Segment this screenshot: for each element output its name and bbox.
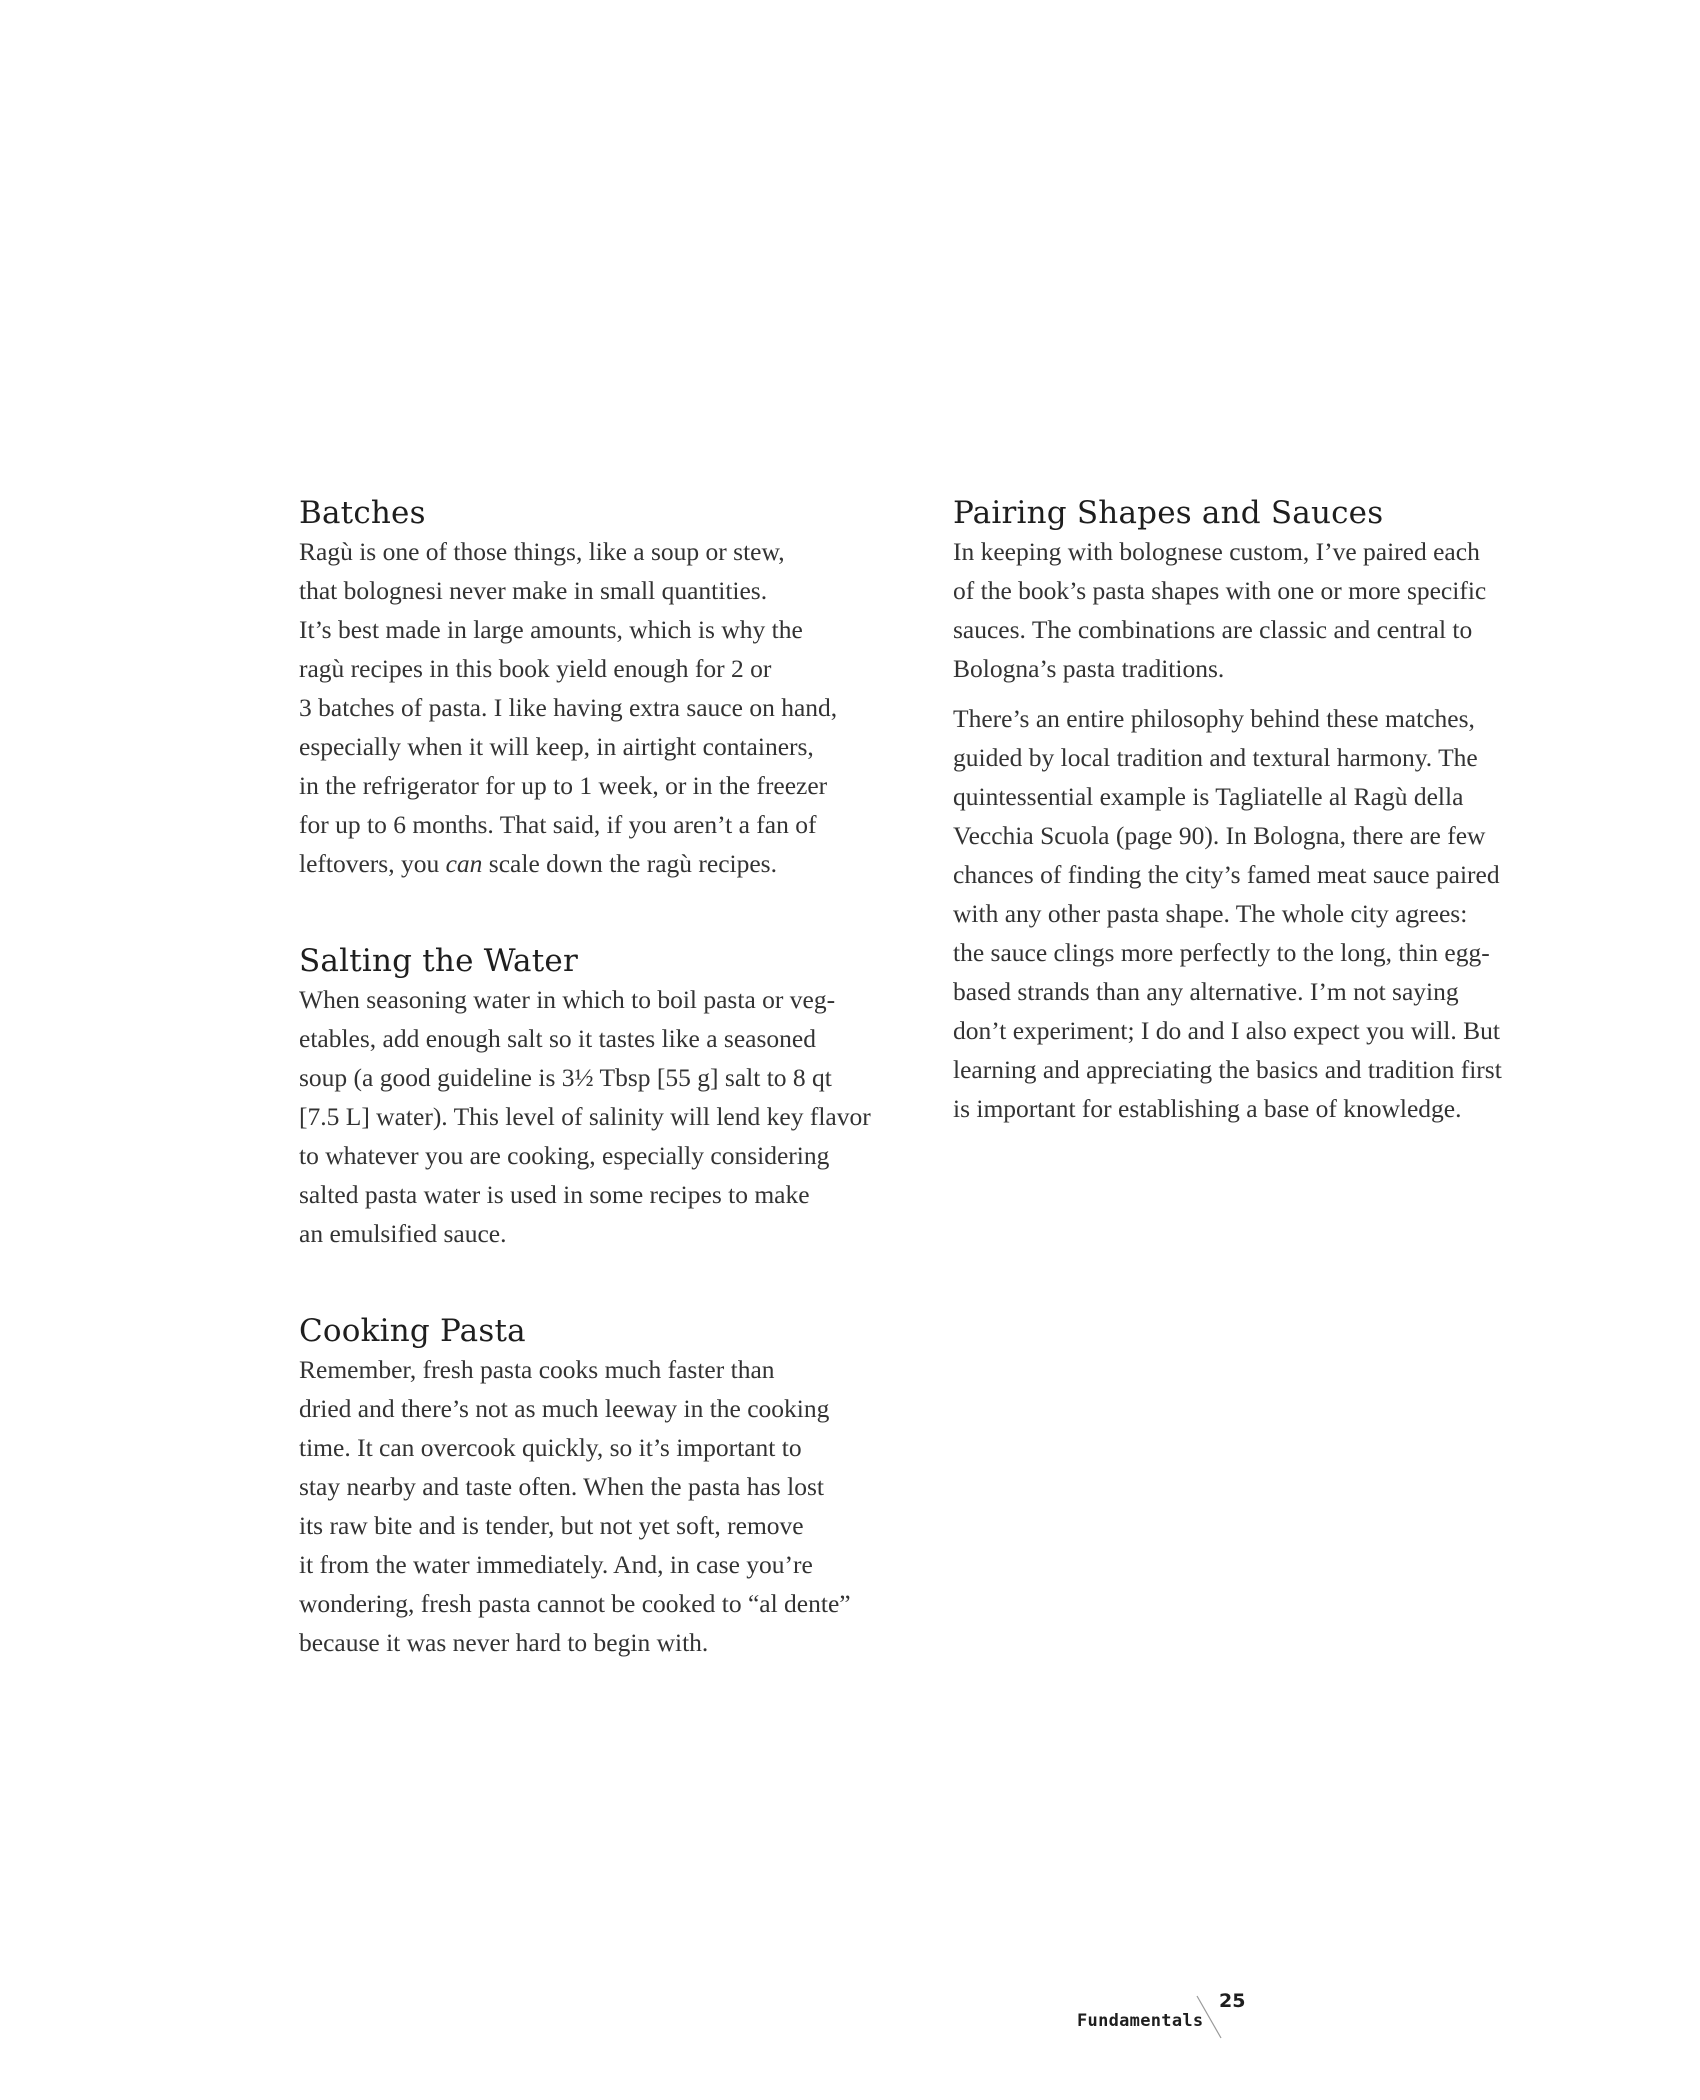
batches-emphasis: can <box>445 849 483 878</box>
heading-cooking-pasta: Cooking Pasta <box>299 1313 526 1349</box>
batches-text-end: scale down the ragù recipes. <box>482 849 777 878</box>
paragraph-salting-the-water: When seasoning water in which to boil pasta or veg- etables, add enough salt so it tastes like a seasoned soup (a good guideline is 3½ Tbsp [55 g] salt to 8 qt [7.5 L] water). This level of salinity will lend key flavor to whatever you are cooking, especially considering salted pasta water is used in some recipes to make an emulsified sauce. <box>299 985 871 1248</box>
page-number: 25 <box>1219 1990 1246 2012</box>
section-salting-the-water <box>299 939 924 1253</box>
footer-section-label: Fundamentals <box>1077 2011 1204 2031</box>
heading-pairing-shapes-and-sauces: Pairing Shapes and Sauces <box>953 495 1384 531</box>
section-pairing-shapes-and-sauces <box>953 491 1578 1128</box>
heading-batches: Batches <box>299 495 426 531</box>
right-column <box>953 491 1578 1128</box>
batches-text-start: Ragù is one of those things, like a soup or stew, that bolognesi never make in small quantities. It’s best made in large amounts, which is why the ragù recipes in this book yield enough for 2 or 3 batches of pasta. I like having extra sauce on hand, especially when it will keep, in airtight containers, in the refrigerator for up to 1 week, or in the freezer for up to 6 months. That said, if you aren’t a fan of leftovers, you <box>299 537 838 878</box>
paragraph-pairing-1: In keeping with bolognese custom, I’ve paired each of the book’s pasta shapes with one or more specific sauces. The combinations are classic and central to Bologna’s pasta traditions. <box>953 537 1487 683</box>
paragraph-cooking-pasta: Remember, fresh pasta cooks much faster than dried and there’s not as much leeway in the cooking time. It can overcook quickly, so it’s important to stay nearby and taste often. When the pasta has lost its raw bite and is tender, but not yet soft, remove it from the water immediately. And, in case you’re wondering, fresh pasta cannot be cooked to “al dente” because it was never hard to begin with. <box>299 1355 851 1657</box>
paragraph-pairing-2: There’s an entire philosophy behind these matches, guided by local tradition and textural harmony. The quintessential example is Tagliatelle al Ragù della Vecchia Scuola (page 90). In Bologna, there are few chances of finding the city’s famed meat sauce paired with any other pasta shape. The whole city agrees: the sauce clings more perfectly to the long, thin egg- based strands than any alternative. I’m not saying don’t experiment; I do and I also expect you will. But learning and appreciating the basics and tradition first is important for establishing a base of knowledge. <box>953 704 1502 1123</box>
heading-salting-the-water: Salting the Water <box>299 943 578 979</box>
paragraph-batches <box>299 532 924 883</box>
left-column <box>299 491 924 1662</box>
page-footer <box>1077 1992 1257 2042</box>
section-cooking-pasta <box>299 1309 924 1662</box>
section-batches <box>299 491 924 883</box>
